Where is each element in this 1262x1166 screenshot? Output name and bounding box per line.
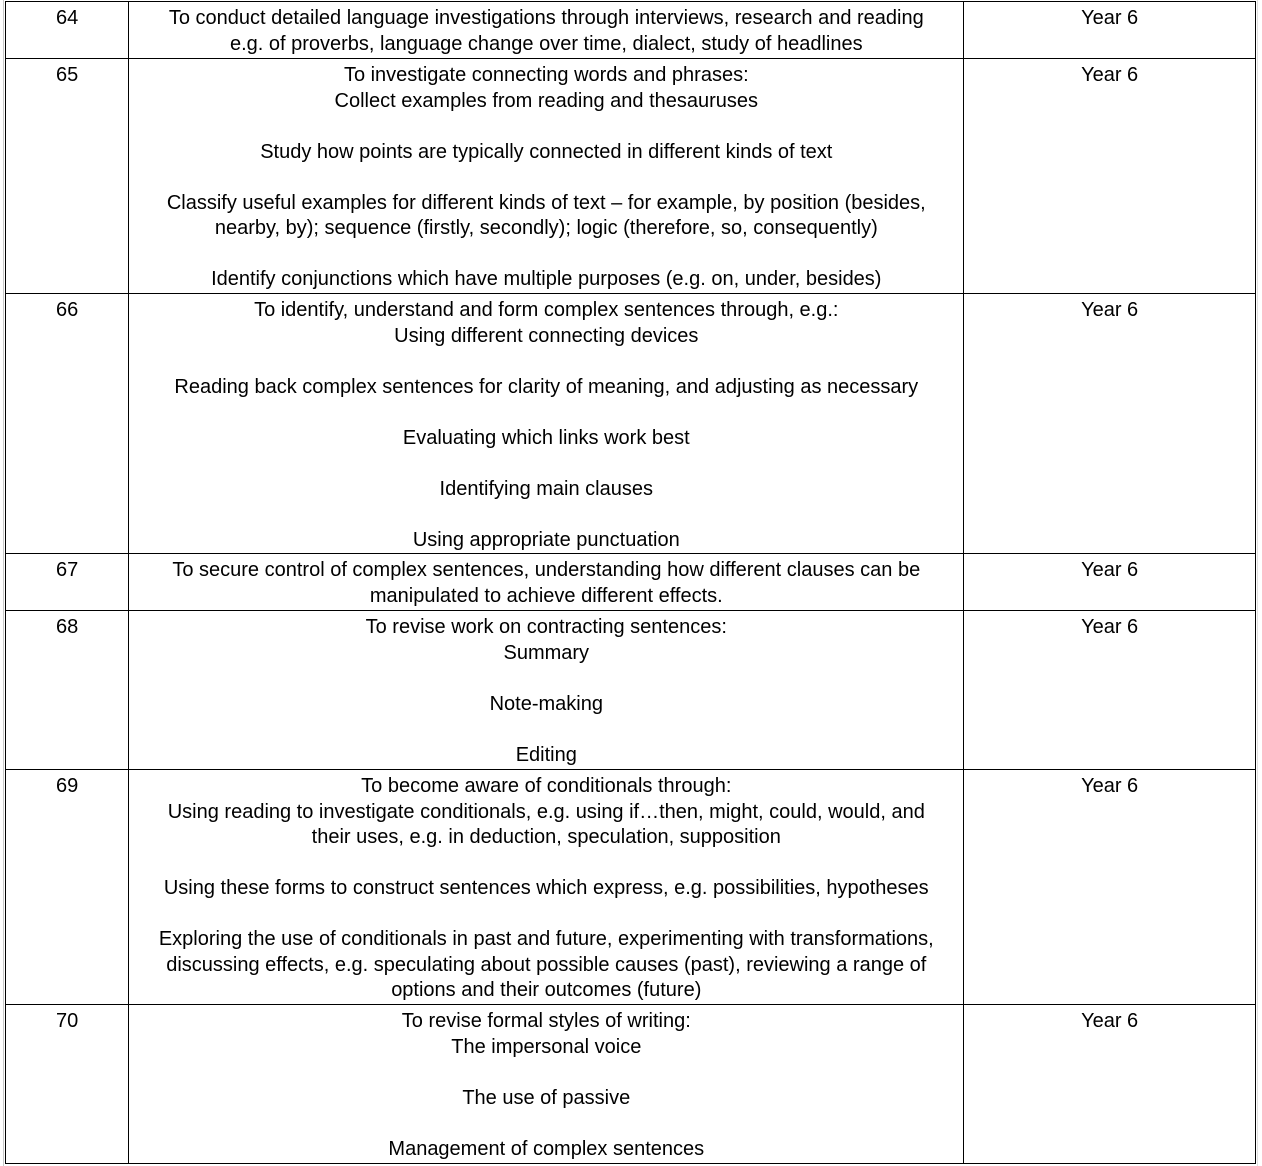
year-group-cell: Year 6 bbox=[964, 2, 1256, 59]
objectives-table bbox=[5, 1, 1256, 1164]
blank-line bbox=[131, 349, 961, 375]
description-line: Study how points are typically connected in different kinds of text bbox=[260, 140, 833, 163]
description-line: The impersonal voice bbox=[451, 1035, 642, 1058]
description-line: Evaluating which links work best bbox=[402, 426, 690, 449]
blank-line bbox=[131, 1111, 961, 1137]
year-group-cell: Year 6 bbox=[964, 1005, 1256, 1164]
table-row bbox=[6, 611, 1256, 770]
table-row bbox=[6, 1005, 1256, 1164]
blank-line bbox=[131, 242, 961, 268]
description-line: Using reading to investigate conditionals, e.g. using if…then, might, could, would, and bbox=[167, 800, 925, 823]
description-line: Using different connecting devices bbox=[394, 324, 699, 347]
description-line: e.g. of proverbs, language change over time, dialect, study of headlines bbox=[229, 32, 863, 55]
blank-line bbox=[131, 114, 961, 140]
blank-line bbox=[131, 451, 961, 477]
objective-number-cell: 70 bbox=[6, 1005, 129, 1164]
objective-description-cell bbox=[129, 2, 964, 59]
table-row bbox=[6, 554, 1256, 611]
description-line: Collect examples from reading and thesauruses bbox=[334, 89, 759, 112]
table-row bbox=[6, 59, 1256, 294]
description-line: To conduct detailed language investigations through interviews, research and reading bbox=[168, 7, 924, 29]
description-line: nearby, by); sequence (firstly, secondly); logic (therefore, so, consequently) bbox=[214, 217, 878, 239]
objective-description-cell bbox=[129, 611, 964, 770]
year-group-cell: Year 6 bbox=[964, 59, 1256, 294]
year-group-cell: Year 6 bbox=[964, 770, 1256, 1005]
description-line: Classify useful examples for different kinds of text – for example, by position (besides, bbox=[166, 191, 926, 214]
description-line: manipulated to achieve different effects. bbox=[369, 584, 723, 607]
objective-number-cell: 68 bbox=[6, 611, 129, 770]
table-row bbox=[6, 294, 1256, 554]
description-line: Editing bbox=[515, 743, 577, 766]
objective-description-cell bbox=[129, 1005, 964, 1164]
year-group-cell: Year 6 bbox=[964, 294, 1256, 554]
blank-line bbox=[131, 165, 961, 191]
objective-number-cell: 66 bbox=[6, 294, 129, 554]
objective-description-cell bbox=[129, 294, 964, 554]
description-line: To revise formal styles of writing: bbox=[401, 1010, 691, 1032]
blank-line bbox=[131, 717, 961, 743]
description-line: To identify, understand and form complex sentences through, e.g.: bbox=[254, 299, 839, 321]
description-line: Using appropriate punctuation bbox=[412, 528, 680, 551]
description-line: their uses, e.g. in deduction, speculation, supposition bbox=[311, 826, 781, 848]
description-line: The use of passive bbox=[462, 1086, 631, 1109]
blank-line bbox=[131, 666, 961, 692]
sheet-gridline-left bbox=[3, 0, 4, 1166]
description-line: Exploring the use of conditionals in past and future, experimenting with transformations, bbox=[158, 928, 934, 950]
description-line: Identifying main clauses bbox=[439, 477, 653, 500]
objective-number-cell: 69 bbox=[6, 770, 129, 1005]
blank-line bbox=[131, 502, 961, 528]
objective-number-cell: 65 bbox=[6, 59, 129, 294]
blank-line bbox=[131, 400, 961, 426]
description-line: To revise work on contracting sentences: bbox=[365, 616, 727, 638]
description-line: To investigate connecting words and phrases: bbox=[343, 64, 749, 86]
table-body bbox=[6, 2, 1256, 1164]
description-line: options and their outcomes (future) bbox=[391, 979, 702, 1001]
description-line: To secure control of complex sentences, understanding how different clauses can be bbox=[172, 559, 921, 581]
description-line: discussing effects, e.g. speculating about possible causes (past), reviewing a range of bbox=[166, 953, 927, 976]
objective-number-cell: 64 bbox=[6, 2, 129, 59]
blank-line bbox=[131, 1060, 961, 1086]
description-line: Reading back complex sentences for clarity of meaning, and adjusting as necessary bbox=[174, 375, 919, 398]
description-line: To become aware of conditionals through: bbox=[361, 775, 732, 797]
description-line: Summary bbox=[503, 641, 590, 664]
description-line: Management of complex sentences bbox=[388, 1137, 705, 1160]
blank-line bbox=[131, 851, 961, 877]
description-line: Note-making bbox=[489, 692, 603, 715]
year-group-cell: Year 6 bbox=[964, 554, 1256, 611]
table-row bbox=[6, 770, 1256, 1005]
objective-number-cell: 67 bbox=[6, 554, 129, 611]
objective-description-cell bbox=[129, 554, 964, 611]
year-group-cell: Year 6 bbox=[964, 611, 1256, 770]
sheet-gridline-right bbox=[1257, 0, 1258, 1166]
description-line: Identify conjunctions which have multiple purposes (e.g. on, under, besides) bbox=[211, 268, 882, 290]
objective-description-cell bbox=[129, 59, 964, 294]
blank-line bbox=[131, 902, 961, 928]
table-row bbox=[6, 2, 1256, 59]
description-line: Using these forms to construct sentences which express, e.g. possibilities, hypotheses bbox=[163, 877, 929, 899]
objective-description-cell bbox=[129, 770, 964, 1005]
